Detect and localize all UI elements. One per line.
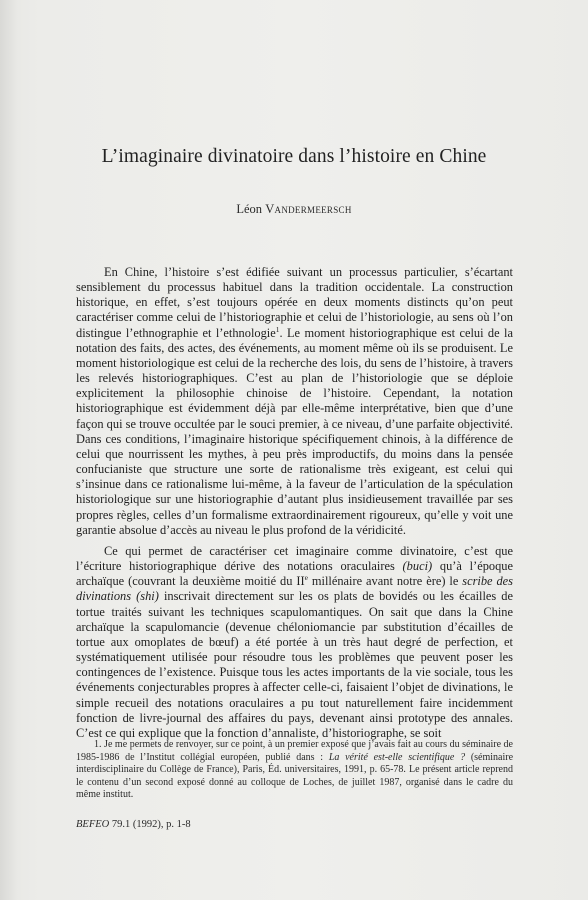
footnote-1 [76,739,513,802]
paragraph2-text-b: qu’à l’époque archaïque (couvrant la deuxième moitié du II [76,559,513,589]
footnote-text-a: 1. Je me permets de renvoyer, sur ce point, à un premier exposé que j’avais fait au cours du séminaire de 1985-1986 de l’Institut collégial européen, publié dans : [76,739,513,763]
footnote-book-title: La vérité est-elle scientifique ? [328,751,466,763]
paragraph2-text-d: inscrivait directement sur les os plats de bovidés ou les écailles de tortue traités suivant les techniques scapulomantiques. On sait que dans la Chine archaïque la scapulomancie (devenue chéloniomancie par substitution d’écailles de tortue aux omoplates de bœuf) a été portée à un très haut degré de perfection, et systématiquement utilisée pour résoudre tous les problèmes que peuvent poser les contingences de l’existence. Puisque tous les actes importants de la vie sociale, tous les événements conjecturables propres à affecter celle-ci, faisaient l’objet de divinations, le simple recueil des notations oraculaires a pu tout naturellement faire incidemment fonction de livre-journal des affaires du pays, devenant ainsi prototype des annales. C’est ce qui explique que la fonction d’annaliste, d’historiographe, se soit [76,589,513,740]
author-name [0,202,588,217]
body-paragraph-2 [76,544,513,741]
author-last-name: Vandermeersch [265,202,352,216]
footnote-text-b: (séminaire interdisciplinaire du Collège de France), Paris, Éd. universitaires, 1991, p. 65-78. Le présent article reprend le contenu d’un second exposé donné au colloque de Loches, de juillet 1987, organisé dans le cadre du même institut. [76,751,514,801]
article-title: L’imaginaire divinatoire dans l’histoire en Chine [101,146,487,167]
journal-name: BEFEO [76,819,110,830]
paragraph1-text-b: . Le moment historiographique est celui de la notation des faits, des actes, des événements, au moment même où ils se produisent. Le moment historiologique est celui de la recherche des lois, du sens de l’histoire, à travers les relevés historiographiques. C’est au plan de l’historiologie que se déploie explicitement la philosophie chinoise de l’histoire. Cependant, la notation historiographique est évidemment déjà par elle-même interprétative, bien que d’une façon qui se trouve occultée par le souci premier, à ce niveau, d’une parfaite objectivité. Dans ces conditions, l’imaginaire historique spécifiquement chinois, à la différence de celui que nourrissent les mythes, à peu près improductifs, du moins dans la pensée confucianiste que structure une sorte de rationalisme très exigeant, est celui qui s’insinue dans ce rationalisme lui-même, à la faveur de l’articulation de la spéculation historiologique sur une historiographie d’autant plus insidieusement travaillée par ses propres règles, celles d’un formalisme extraordinairement rigoureux, qu’elle y voit une garantie absolue d’accès au niveau le plus profond de la véridicité. [76,325,513,537]
term-scribe-des-divinations: scribe des divinations (shi) [76,574,513,604]
footnote-reference: 1 [275,324,280,334]
superscript-e: e [304,573,308,583]
paragraph1-text-a: En Chine, l’histoire s’est édifiée suivant un processus particulier, s’écartant sensiblement du processus habituel dans la tradition occidentale. La construction historique, en effet, s’est toujours opérée en deux moments distincts qu’on peut caractériser comme celui de l’historiographie et celui de l’historiologie, au sens où l’on distingue l’ethnographie et l’ethnologie [76,265,513,340]
author-first-name: Léon [236,202,263,216]
term-buci: (buci) [402,559,433,574]
paragraph2-text-a: Ce qui permet de caractériser cet imaginaire comme divinatoire, c’est que l’écriture historiographique dérive des notations oraculaires [76,544,513,574]
paragraph2-text-c: millénaire avant notre ère) le [307,574,463,589]
citation-details: 79.1 (1992), p. 1-8 [109,819,191,830]
body-paragraph-1 [76,265,513,538]
journal-citation [76,819,191,830]
